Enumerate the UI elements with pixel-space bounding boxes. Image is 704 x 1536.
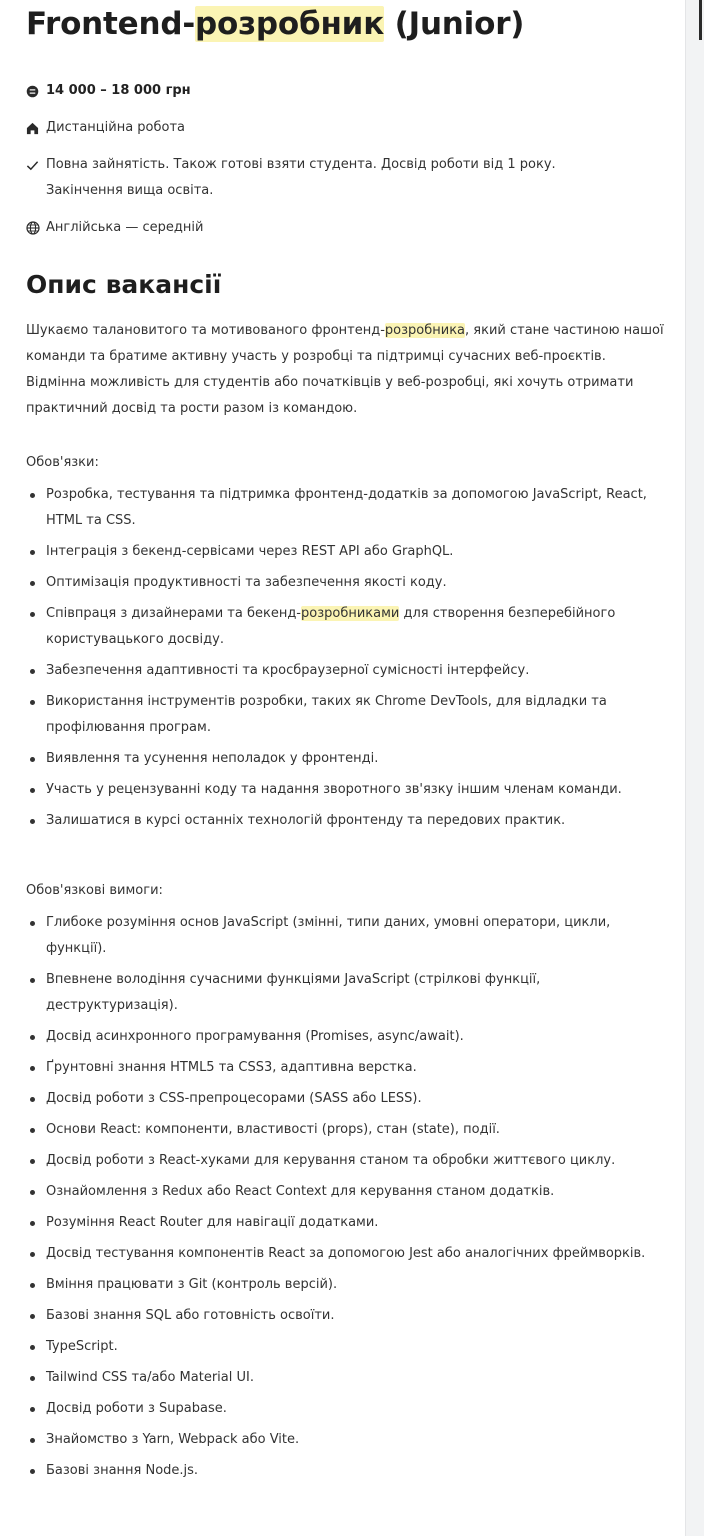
language-text: Англійська — середній (46, 220, 204, 235)
list-item: Участь у рецензуванні коду та надання зворотного зв'язку іншим членам команди. (26, 777, 666, 803)
list-item: Базові знання Node.js. (26, 1458, 666, 1484)
list-item: Досвід роботи з CSS-препроцесорами (SASS або LESS). (26, 1086, 666, 1112)
list-item: Досвід асинхронного програмування (Promises, async/await). (26, 1024, 666, 1050)
description-heading: Опис вакансії (26, 270, 222, 299)
duties-label: Обов'язки: (26, 455, 99, 470)
list-item: TypeScript. (26, 1334, 666, 1360)
work-mode-row (26, 115, 666, 141)
description-text-end: , який стане частиною нашої команди та братиме активну участь у розробці та підтримці сучасних веб-проєктів. Відмінна можливість для студентів або початківців у веб-розробці, які хочуть отримати практичний досвід та рости разом із командою. (26, 323, 664, 416)
list-item: Забезпечення адаптивності та кросбраузерної сумісності інтерфейсу. (26, 658, 666, 684)
globe-icon (26, 215, 46, 241)
coin-icon (26, 78, 46, 104)
vacancy-title (26, 2, 524, 46)
description-highlight: розробника (384, 323, 466, 338)
list-item: Tailwind CSS та/або Material UI. (26, 1365, 666, 1391)
home-icon (26, 115, 46, 141)
title-prefix: Frontend- (26, 6, 196, 42)
employment-line-1: Повна зайнятість. Також готові взяти студента. Досвід роботи від 1 року. (46, 157, 556, 172)
description-text-start: Шукаємо талановитого та мотивованого фронтенд- (26, 323, 385, 338)
salary-row (26, 78, 666, 104)
salary-text: 14 000 – 18 000 грн (46, 83, 191, 98)
list-item: Основи React: компоненти, властивості (props), стан (state), події. (26, 1117, 666, 1143)
employment-row (26, 152, 666, 204)
list-item: Інтеграція з бекенд-сервісами через REST API або GraphQL. (26, 539, 666, 565)
list-item: Оптимізація продуктивності та забезпечення якості коду. (26, 570, 666, 596)
list-item: Ґрунтовні знання HTML5 та CSS3, адаптивна верстка. (26, 1055, 666, 1081)
scrollbar-track[interactable] (685, 0, 704, 1536)
employment-line-2: Закінчення вища освіта. (46, 183, 214, 198)
list-item: Вміння працювати з Git (контроль версій). (26, 1272, 666, 1298)
vacancy-meta (26, 78, 666, 252)
list-item: Глибоке розуміння основ JavaScript (змінні, типи даних, умовні оператори, цикли, функції). (26, 910, 666, 962)
list-item: Виявлення та усунення неполадок у фронтенді. (26, 746, 666, 772)
list-item: Залишатися в курсі останніх технологій фронтенду та передових практик. (26, 808, 666, 834)
list-item: Знайомство з Yarn, Webpack або Vite. (26, 1427, 666, 1453)
list-item: Розробка, тестування та підтримка фронтенд-додатків за допомогою JavaScript, React, HTML та CSS. (26, 482, 666, 534)
language-row (26, 215, 666, 241)
list-item: Ознайомлення з Redux або React Context для керування станом додатків. (26, 1179, 666, 1205)
requirements-label: Обов'язкові вимоги: (26, 883, 163, 898)
title-suffix: (Junior) (384, 6, 525, 42)
list-item: Впевнене володіння сучасними функціями JavaScript (стрілкові функції, деструктуризація). (26, 967, 666, 1019)
list-item: Розуміння React Router для навігації додатками. (26, 1210, 666, 1236)
scrollbar-thumb[interactable] (699, 0, 702, 40)
description-paragraph (26, 318, 666, 422)
list-item: Досвід роботи з Supabase. (26, 1396, 666, 1422)
list-item: Досвід роботи з React-хуками для керування станом та обробки життєвого циклу. (26, 1148, 666, 1174)
list-item: Використання інструментів розробки, таких як Chrome DevTools, для відладки та профілювання програм. (26, 689, 666, 741)
collab-highlight: розробниками (301, 606, 400, 621)
employment-text (46, 152, 556, 204)
list-item: Співпраця з дизайнерами та бекенд-розробниками для створення безперебійного користувацького досвіду. (26, 601, 666, 653)
requirements-list (26, 910, 666, 1489)
list-item: Досвід тестування компонентів React за допомогою Jest або аналогічних фреймворків. (26, 1241, 666, 1267)
title-highlight: розробник (195, 6, 385, 42)
list-item: Базові знання SQL або готовність освоїти. (26, 1303, 666, 1329)
work-mode-text: Дистанційна робота (46, 120, 186, 135)
checkmark-icon (26, 152, 46, 178)
duties-list (26, 482, 666, 839)
